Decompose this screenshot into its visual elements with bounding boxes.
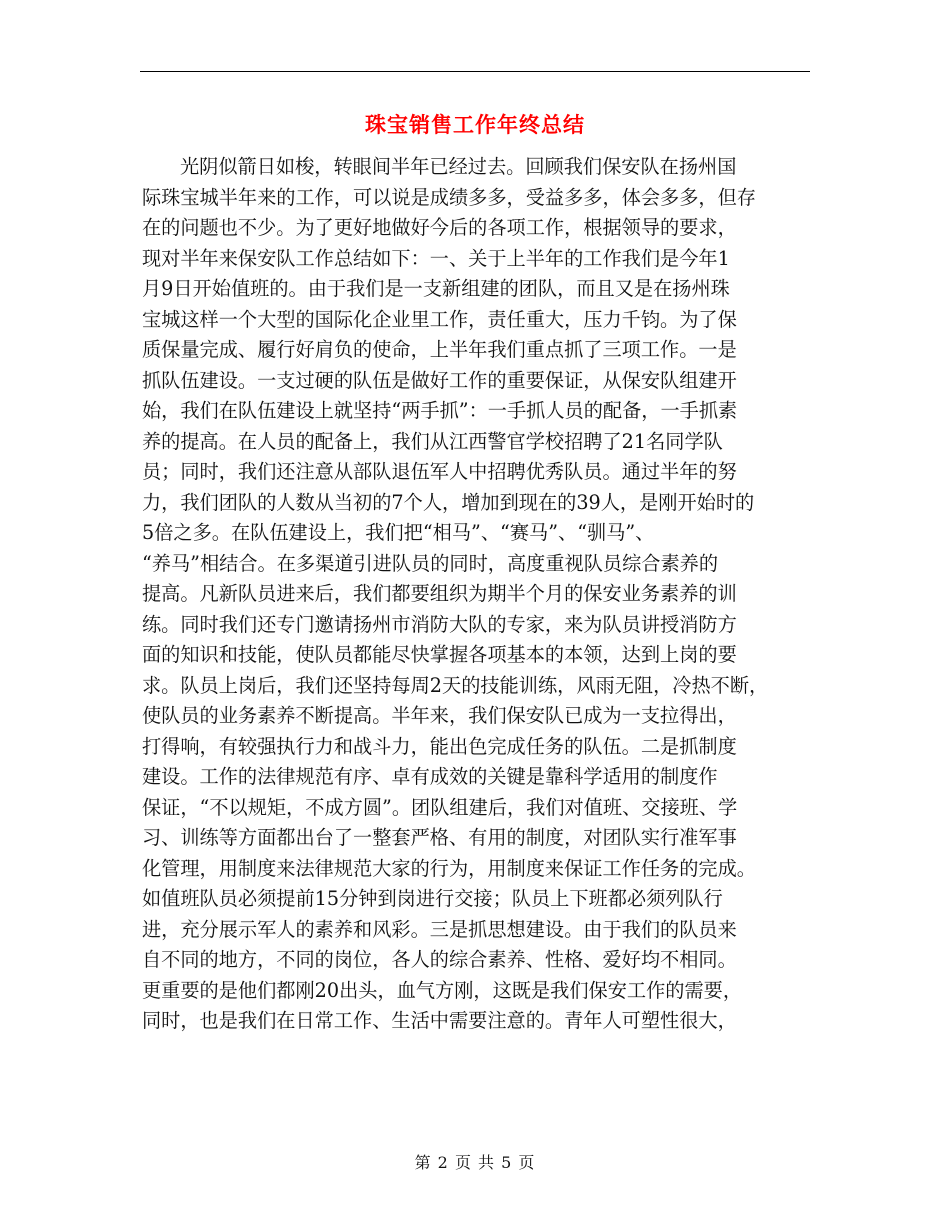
paragraph-line: 使队员的业务素养不断提高。半年来，我们保安队已成为一支拉得出， [142,704,737,727]
paragraph-line: 在的问题也不少。为了更好地做好今后的各项工作，根据领导的要求， [142,216,737,239]
paragraph-line: 如值班队员必须提前15分钟到岗进行交接；队员上下班都必须列队行 [142,887,723,910]
paragraph-line: 养的提高。在人员的配备上，我们从江西警官学校招聘了21名同学队 [142,429,723,453]
paragraph-line: 打得响，有较强执行力和战斗力，能出色完成任务的队伍。二是抓制度 [142,734,737,758]
paragraph-line: 抓队伍建设。一支过硬的队伍是做好工作的重要保证，从保安队组建开 [142,368,737,392]
paragraph-line: 进，充分展示军人的素养和风彩。三是抓思想建设。由于我们的队员来 [142,917,737,941]
paragraph-line: 际珠宝城半年来的工作，可以说是成绩多多，受益多多，体会多多，但存 [142,185,756,209]
document-title: 珠宝销售工作年终总结 [365,112,585,137]
paragraph-line: 练。同时我们还专门邀请扬州市消防大队的专家，来为队员讲授消防方 [142,612,737,636]
header-rule [140,71,810,72]
paragraph-line: 自不同的地方，不同的岗位，各人的综合素养、性格、爱好均不相同。 [142,948,737,971]
paragraph-line: 员；同时，我们还注意从部队退伍军人中招聘优秀队员。通过半年的努 [142,460,737,483]
paragraph-line: 面的知识和技能，使队员都能尽快掌握各项基本的本领，达到上岗的要 [142,643,737,666]
paragraph-line: 保证，“不以规矩，不成方圆”。团队组建后，我们对值班、交接班、学 [142,795,738,819]
paragraph-line: 建设。工作的法律规范有序、卓有成效的关键是靠科学适用的制度作 [142,765,718,788]
paragraph-line: 月9日开始值班的。由于我们是一支新组建的团队，而且又是在扬州珠 [142,277,730,300]
paragraph-line: 同时，也是我们在日常工作、生活中需要注意的。青年人可塑性很大， [142,1009,737,1032]
paragraph-line: 宝城这样一个大型的国际化企业里工作，责任重大，压力千钧。为了保 [142,307,737,331]
paragraph-line: 求。队员上岗后，我们还坚持每周2天的技能训练，风雨无阻，冷热不断， [142,673,769,697]
paragraph-line: 质保量完成、履行好肩负的使命，上半年我们重点抓了三项工作。一是 [142,338,737,361]
paragraph-line: 始，我们在队伍建设上就坚持“两手抓”：一手抓人员的配备，一手抓素 [142,399,738,422]
paragraph-line: 5倍之多。在队伍建设上，我们把“相马”、“赛马”、“驯马”、 [142,521,655,544]
body-text [142,152,808,1037]
paragraph-line: 光阴似箭日如梭，转眼间半年已经过去。回顾我们保安队在扬州国 [180,155,737,178]
paragraph-line: “养马”相结合。在多渠道引进队员的同时，高度重视队员综合素养的 [142,551,719,575]
paragraph-line: 力，我们团队的人数从当初的7个人，增加到现在的39人，是刚开始时的 [142,490,755,514]
paragraph-line: 现对半年来保安队工作总结如下：一、关于上半年的工作我们是今年1 [142,246,730,270]
page-number-footer: 第 2 页 共 5 页 [414,1153,536,1172]
paragraph-line: 化管理，用制度来法律规范大家的行为，用制度来保证工作任务的完成。 [142,856,756,880]
paragraph-line: 习、训练等方面都出台了一整套严格、有用的制度，对团队实行准军事 [142,826,737,849]
paragraph-line: 更重要的是他们都刚20出头，血气方刚，这既是我们保安工作的需要， [142,978,743,1002]
paragraph-line: 提高。凡新队员进来后，我们都要组织为期半个月的保安业务素养的训 [142,582,737,605]
